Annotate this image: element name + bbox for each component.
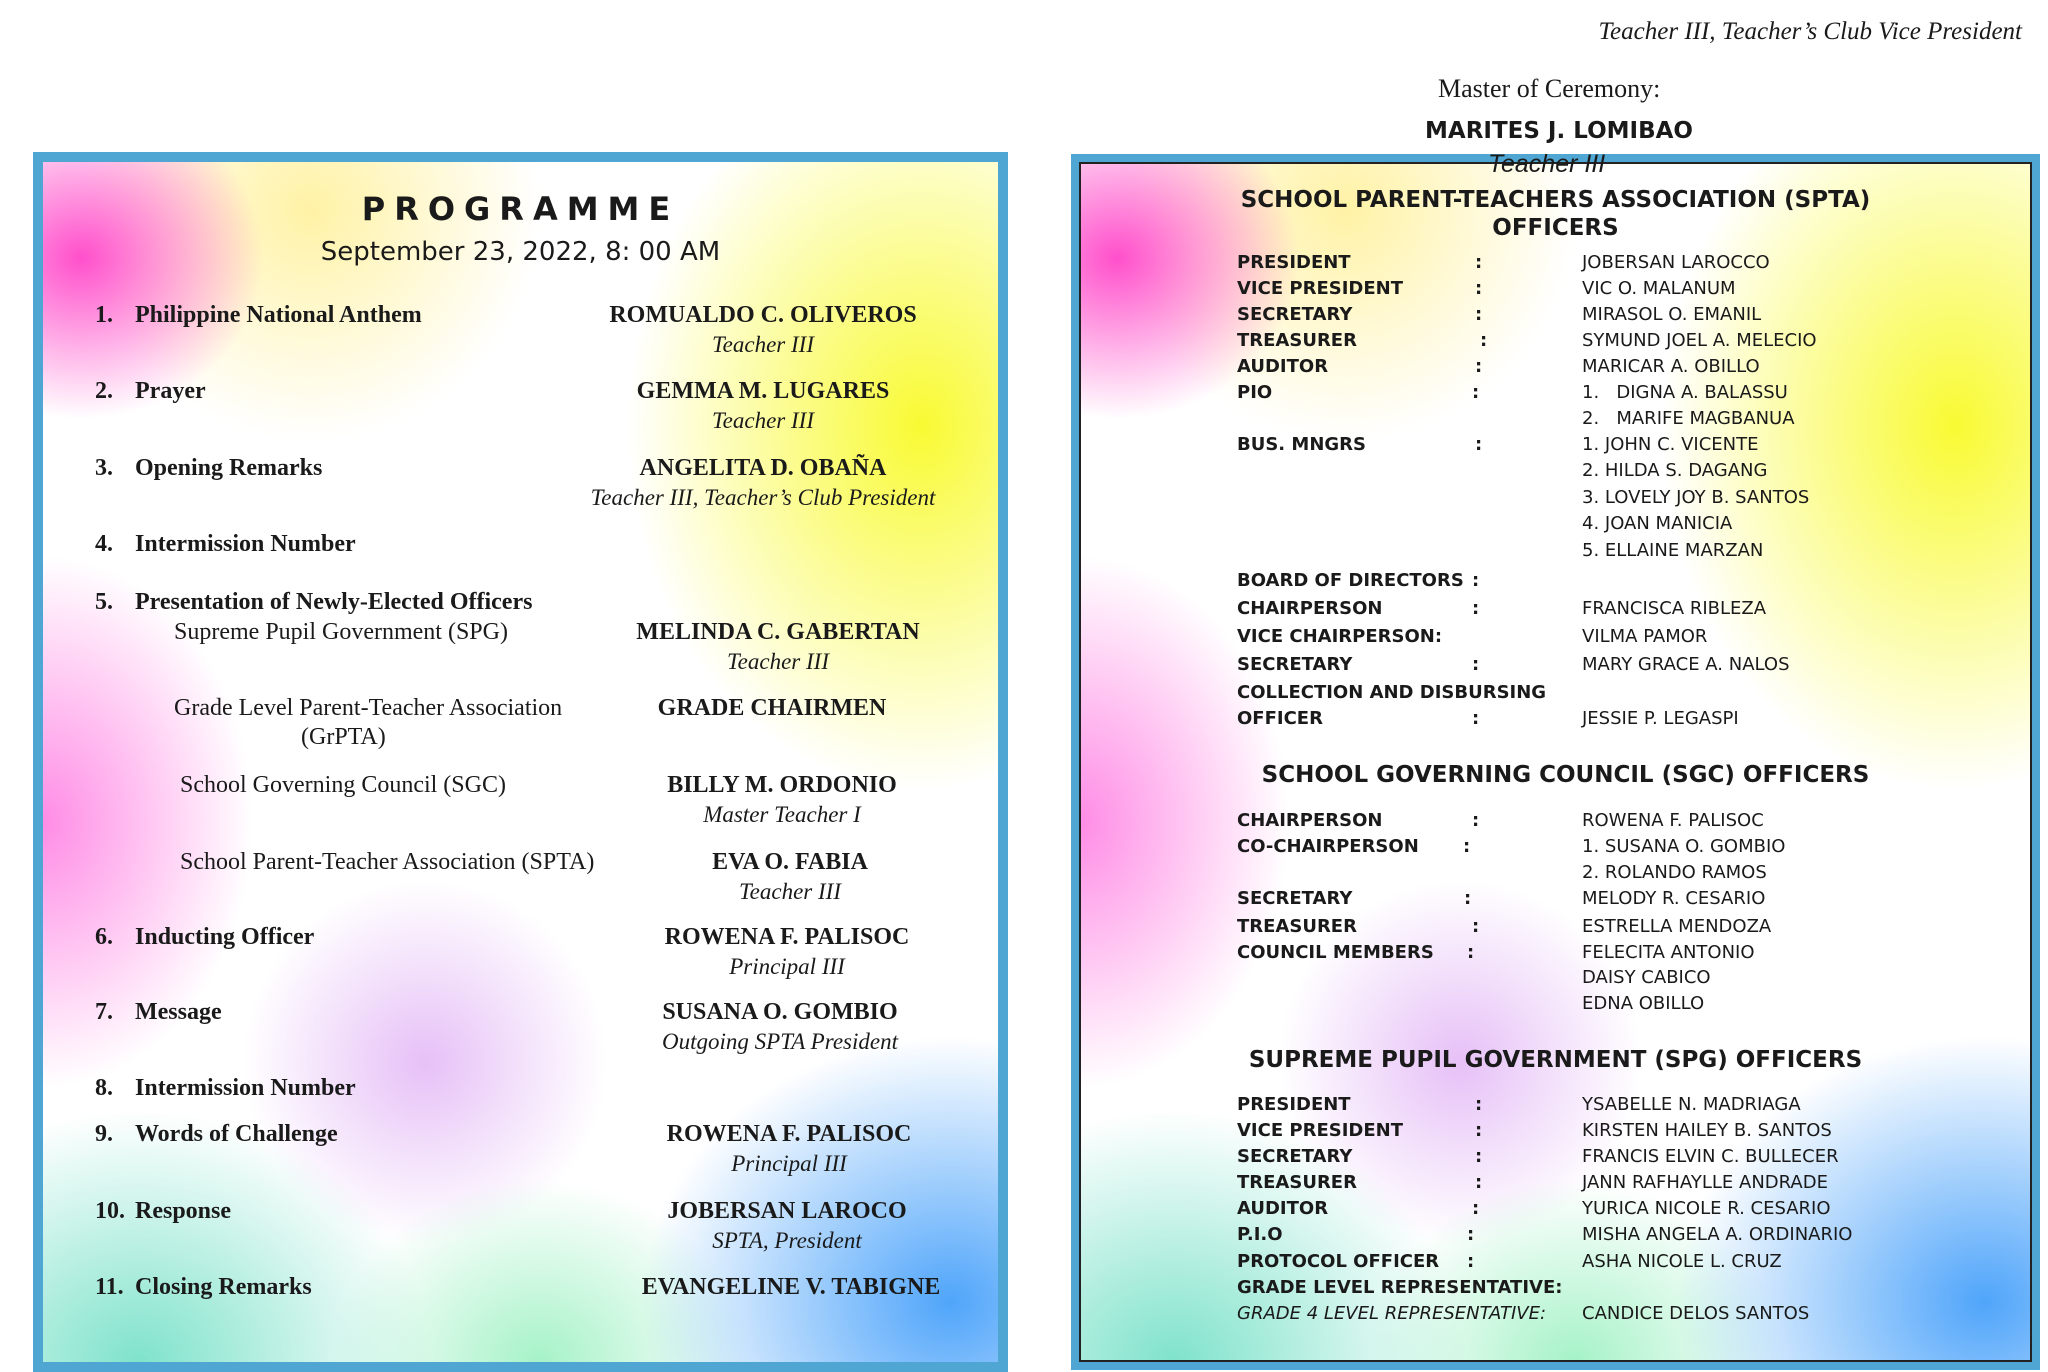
officer-colon: : — [1475, 1094, 1483, 1115]
officer-colon: : — [1472, 708, 1480, 729]
officer-name: EDNA OBILLO — [1582, 993, 1705, 1014]
spta-title-cont: OFFICERS — [1492, 215, 1619, 241]
officer-name: MARY GRACE A. NALOS — [1582, 654, 1790, 675]
officer-position: BOARD OF DIRECTORS — [1237, 570, 1464, 591]
officer-position: SECRETARY — [1237, 1146, 1353, 1167]
officer-position: CO-CHAIRPERSON — [1237, 836, 1419, 857]
officer-colon: : — [1475, 1172, 1483, 1193]
officer-position: TREASURER — [1237, 1172, 1357, 1193]
programme-item-person: ROWENA F. PALISOC — [666, 1121, 912, 1147]
programme-item-role: Principal III — [729, 954, 845, 979]
programme-item-number: 1. — [95, 302, 113, 328]
officer-position: VICE PRESIDENT — [1237, 278, 1403, 299]
programme-item-label: Philippine National Anthem — [135, 302, 422, 328]
officer-colon: : — [1475, 356, 1483, 377]
officer-name: 1. JOHN C. VICENTE — [1582, 434, 1759, 455]
officer-name: 5. ELLAINE MARZAN — [1582, 540, 1764, 561]
officer-position: VICE CHAIRPERSON: — [1237, 626, 1443, 647]
programme-item-label: Words of Challenge — [135, 1121, 338, 1147]
programme-item-number: 2. — [95, 378, 113, 404]
officer-colon: : — [1472, 570, 1480, 591]
master-of-ceremony-name: MARITES J. LOMIBAO — [1425, 118, 1693, 144]
spta-title: SCHOOL PARENT-TEACHERS ASSOCIATION (SPTA) — [1240, 187, 1871, 213]
programme-item-role: SPTA, President — [712, 1228, 862, 1253]
programme-item-label: Presentation of Newly-Elected Officers — [135, 589, 533, 615]
programme-item-number: 7. — [95, 999, 113, 1025]
officer-name: KIRSTEN HAILEY B. SANTOS — [1582, 1120, 1832, 1141]
officer-colon: : — [1475, 304, 1483, 325]
officer-group-person: GRADE CHAIRMEN — [657, 695, 887, 721]
programme-panel — [33, 152, 1008, 1372]
officer-group-person: BILLY M. ORDONIO — [667, 772, 897, 798]
officer-name: FRANCIS ELVIN C. BULLECER — [1582, 1146, 1839, 1167]
programme-item-number: 5. — [95, 589, 113, 615]
officer-colon: : — [1467, 942, 1475, 963]
officer-colon: : — [1475, 278, 1483, 299]
officer-group-label: School Parent-Teacher Association (SPTA) — [180, 849, 595, 875]
officer-position: COUNCIL MEMBERS — [1237, 942, 1434, 963]
officer-name: 2. HILDA S. DAGANG — [1582, 460, 1768, 481]
officer-group-label: School Governing Council (SGC) — [180, 772, 506, 798]
officer-group-role: Teacher III — [727, 649, 829, 674]
officer-position: PRESIDENT — [1237, 252, 1351, 273]
officer-name: SYMUND JOEL A. MELECIO — [1582, 330, 1817, 351]
officer-position: GRADE LEVEL REPRESENTATIVE: — [1237, 1277, 1563, 1298]
programme-item-label: Response — [135, 1198, 232, 1224]
officer-position: TREASURER — [1237, 330, 1357, 351]
master-of-ceremony-title: Master of Ceremony: — [1438, 74, 1661, 103]
officer-name: MARICAR A. OBILLO — [1582, 356, 1760, 377]
officer-name: 4. JOAN MANICIA — [1582, 513, 1733, 534]
programme-item-number: 10. — [95, 1198, 125, 1224]
programme-item-person: ANGELITA D. OBAÑA — [639, 455, 887, 481]
officer-colon: : — [1464, 888, 1472, 909]
officer-position: AUDITOR — [1237, 1198, 1329, 1219]
officer-colon: : — [1472, 654, 1480, 675]
officer-colon: : — [1475, 252, 1483, 273]
officer-group-person: EVA O. FABIA — [712, 849, 868, 875]
officer-colon: : — [1475, 434, 1483, 455]
officer-position: VICE PRESIDENT — [1237, 1120, 1403, 1141]
officer-group-person: MELINDA C. GABERTAN — [636, 619, 920, 645]
officer-position: COLLECTION AND DISBURSING — [1237, 682, 1547, 703]
programme-item-role: Outgoing SPTA President — [662, 1029, 898, 1054]
officer-colon: : — [1472, 382, 1480, 403]
officer-colon: : — [1472, 1198, 1480, 1219]
officer-name: MIRASOL O. EMANIL — [1582, 304, 1762, 325]
officer-colon: : — [1480, 330, 1488, 351]
officer-colon: : — [1475, 1146, 1483, 1167]
officers-panel — [1071, 154, 2040, 1370]
officer-position: AUDITOR — [1237, 356, 1329, 377]
officer-name: VILMA PAMOR — [1582, 626, 1708, 647]
programme-item-person: EVANGELINE V. TABIGNE — [641, 1274, 941, 1300]
officer-name: DAISY CABICO — [1582, 967, 1711, 988]
programme-item-number: 9. — [95, 1121, 113, 1147]
officer-position: GRADE 4 LEVEL REPRESENTATIVE: — [1237, 1303, 1547, 1324]
officer-position: SECRETARY — [1237, 888, 1353, 909]
officer-name: FELECITA ANTONIO — [1582, 942, 1755, 963]
officer-position: PROTOCOL OFFICER — [1237, 1251, 1440, 1272]
officer-name: JESSIE P. LEGASPI — [1582, 708, 1739, 729]
programme-date: September 23, 2022, 8: 00 AM — [320, 237, 721, 267]
officer-name: VIC O. MALANUM — [1582, 278, 1736, 299]
officer-name: ROWENA F. PALISOC — [1582, 810, 1764, 831]
officer-name: 1. DIGNA A. BALASSU — [1582, 382, 1788, 403]
programme-item-label: Closing Remarks — [135, 1274, 312, 1300]
programme-item-label: Prayer — [135, 378, 206, 404]
officer-group-role: Teacher III — [739, 879, 841, 904]
officer-name: JANN RAFHAYLLE ANDRADE — [1582, 1172, 1828, 1193]
officer-colon: : — [1472, 916, 1480, 937]
officer-name: MISHA ANGELA A. ORDINARIO — [1582, 1224, 1853, 1245]
programme-item-role: Teacher III, Teacher’s Club President — [590, 485, 936, 510]
officer-name: 1. SUSANA O. GOMBIO — [1582, 836, 1786, 857]
programme-item-number: 11. — [95, 1274, 124, 1300]
officer-position: PRESIDENT — [1237, 1094, 1351, 1115]
officer-position: OFFICER — [1237, 708, 1323, 729]
programme-item-number: 3. — [95, 455, 113, 481]
top-role-text: Teacher III, Teacher’s Club Vice President — [1598, 18, 2022, 45]
officer-name: YSABELLE N. MADRIAGA — [1582, 1094, 1801, 1115]
officer-group-label: Supreme Pupil Government (SPG) — [174, 619, 508, 645]
programme-item-number: 8. — [95, 1075, 113, 1101]
programme-item-label: Intermission Number — [135, 1075, 356, 1101]
programme-item-person: ROMUALDO C. OLIVEROS — [609, 302, 917, 328]
programme-item-number: 6. — [95, 924, 113, 950]
master-of-ceremony-role: Teacher III — [1488, 150, 1606, 178]
officer-position: CHAIRPERSON — [1237, 598, 1383, 619]
officer-name: YURICA NICOLE R. CESARIO — [1582, 1198, 1831, 1219]
officer-group-label-cont: (GrPTA) — [301, 724, 386, 750]
officer-position: SECRETARY — [1237, 304, 1353, 325]
officer-colon: : — [1475, 1120, 1483, 1141]
sgc-title: SCHOOL GOVERNING COUNCIL (SGC) OFFICERS — [1261, 762, 1870, 788]
officer-position: P.I.O — [1237, 1224, 1283, 1245]
officer-name: MELODY R. CESARIO — [1582, 888, 1766, 909]
officer-colon: : — [1472, 598, 1480, 619]
officer-name: FRANCISCA RIBLEZA — [1582, 598, 1767, 619]
officer-position: SECRETARY — [1237, 654, 1353, 675]
programme-item-person: JOBERSAN LAROCO — [667, 1198, 907, 1224]
officer-group-label: Grade Level Parent-Teacher Association — [174, 695, 563, 721]
officer-position: TREASURER — [1237, 916, 1357, 937]
officer-group-role: Master Teacher I — [703, 802, 861, 827]
officer-colon: : — [1467, 1251, 1475, 1272]
officer-name: ASHA NICOLE L. CRUZ — [1582, 1251, 1782, 1272]
programme-item-number: 4. — [95, 531, 113, 557]
officer-name: JOBERSAN LAROCCO — [1582, 252, 1770, 273]
officer-name: 2. ROLANDO RAMOS — [1582, 862, 1767, 883]
programme-item-label: Intermission Number — [135, 531, 356, 557]
programme-item-label: Inducting Officer — [135, 924, 315, 950]
officer-name: ESTRELLA MENDOZA — [1582, 916, 1772, 937]
officer-position: CHAIRPERSON — [1237, 810, 1383, 831]
programme-item-role: Principal III — [731, 1151, 847, 1176]
programme-title: PROGRAMME — [361, 190, 680, 228]
officer-name: 3. LOVELY JOY B. SANTOS — [1582, 487, 1810, 508]
officer-colon: : — [1467, 1224, 1475, 1245]
programme-item-person: ROWENA F. PALISOC — [664, 924, 910, 950]
programme-item-person: GEMMA M. LUGARES — [636, 378, 890, 404]
officer-position: BUS. MNGRS — [1237, 434, 1366, 455]
officer-name: CANDICE DELOS SANTOS — [1582, 1303, 1810, 1324]
officer-position: PIO — [1237, 382, 1273, 403]
programme-item-label: Message — [135, 999, 222, 1025]
officer-name: 2. MARIFE MAGBANUA — [1582, 408, 1795, 429]
officer-colon: : — [1472, 810, 1480, 831]
programme-item-role: Teacher III — [712, 332, 814, 357]
officer-colon: : — [1463, 836, 1471, 857]
programme-item-person: SUSANA O. GOMBIO — [662, 999, 898, 1025]
spg-title: SUPREME PUPIL GOVERNMENT (SPG) OFFICERS — [1248, 1047, 1863, 1073]
programme-item-role: Teacher III — [712, 408, 814, 433]
programme-item-label: Opening Remarks — [135, 455, 323, 481]
